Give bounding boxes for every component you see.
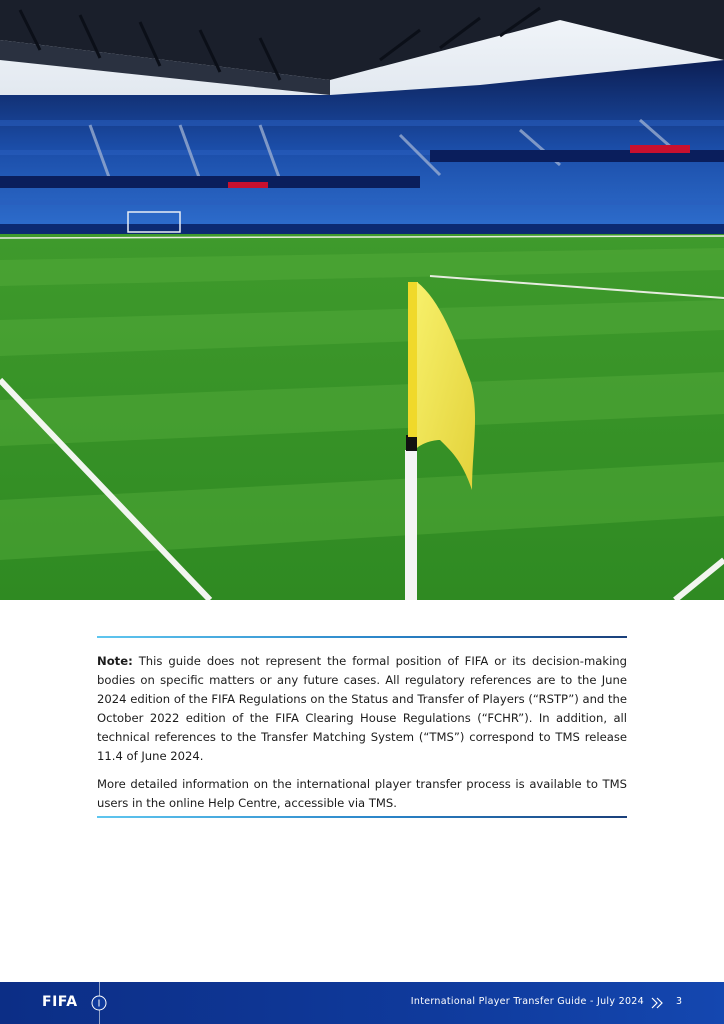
- bottom-divider: [97, 816, 627, 818]
- note-paragraph: [97, 652, 627, 766]
- page-number: 3: [676, 996, 683, 1007]
- page-footer: [0, 982, 724, 1024]
- note-label: Note:: [97, 654, 133, 668]
- disclaimer-block: [97, 652, 627, 822]
- double-chevron-right-icon: [650, 996, 664, 1010]
- flag-pole-lower: [405, 450, 417, 600]
- top-divider: [97, 636, 627, 638]
- plus-circle-icon: [91, 995, 107, 1011]
- more-info-paragraph: More detailed information on the international player transfer process is available to TMS users in the online Help Centre, accessible via TMS.: [97, 777, 627, 810]
- document-title: International Player Transfer Guide - July 2024: [410, 996, 644, 1007]
- fifa-logo: FIFA: [42, 994, 78, 1010]
- note-text: This guide does not represent the formal position of FIFA or its decision-making bodies on specific matters or any future cases. All regulatory references are to the June 2024 edition of the FIFA Regulations on the Status and Transfer of Players (“RSTP”) and the October 2022 edition of the FIFA Clearing House Regulations (“FCHR”). In addition, all technical references to the Transfer Matching System (“TMS”) correspond to TMS release 11.4 of June 2024.: [97, 654, 627, 763]
